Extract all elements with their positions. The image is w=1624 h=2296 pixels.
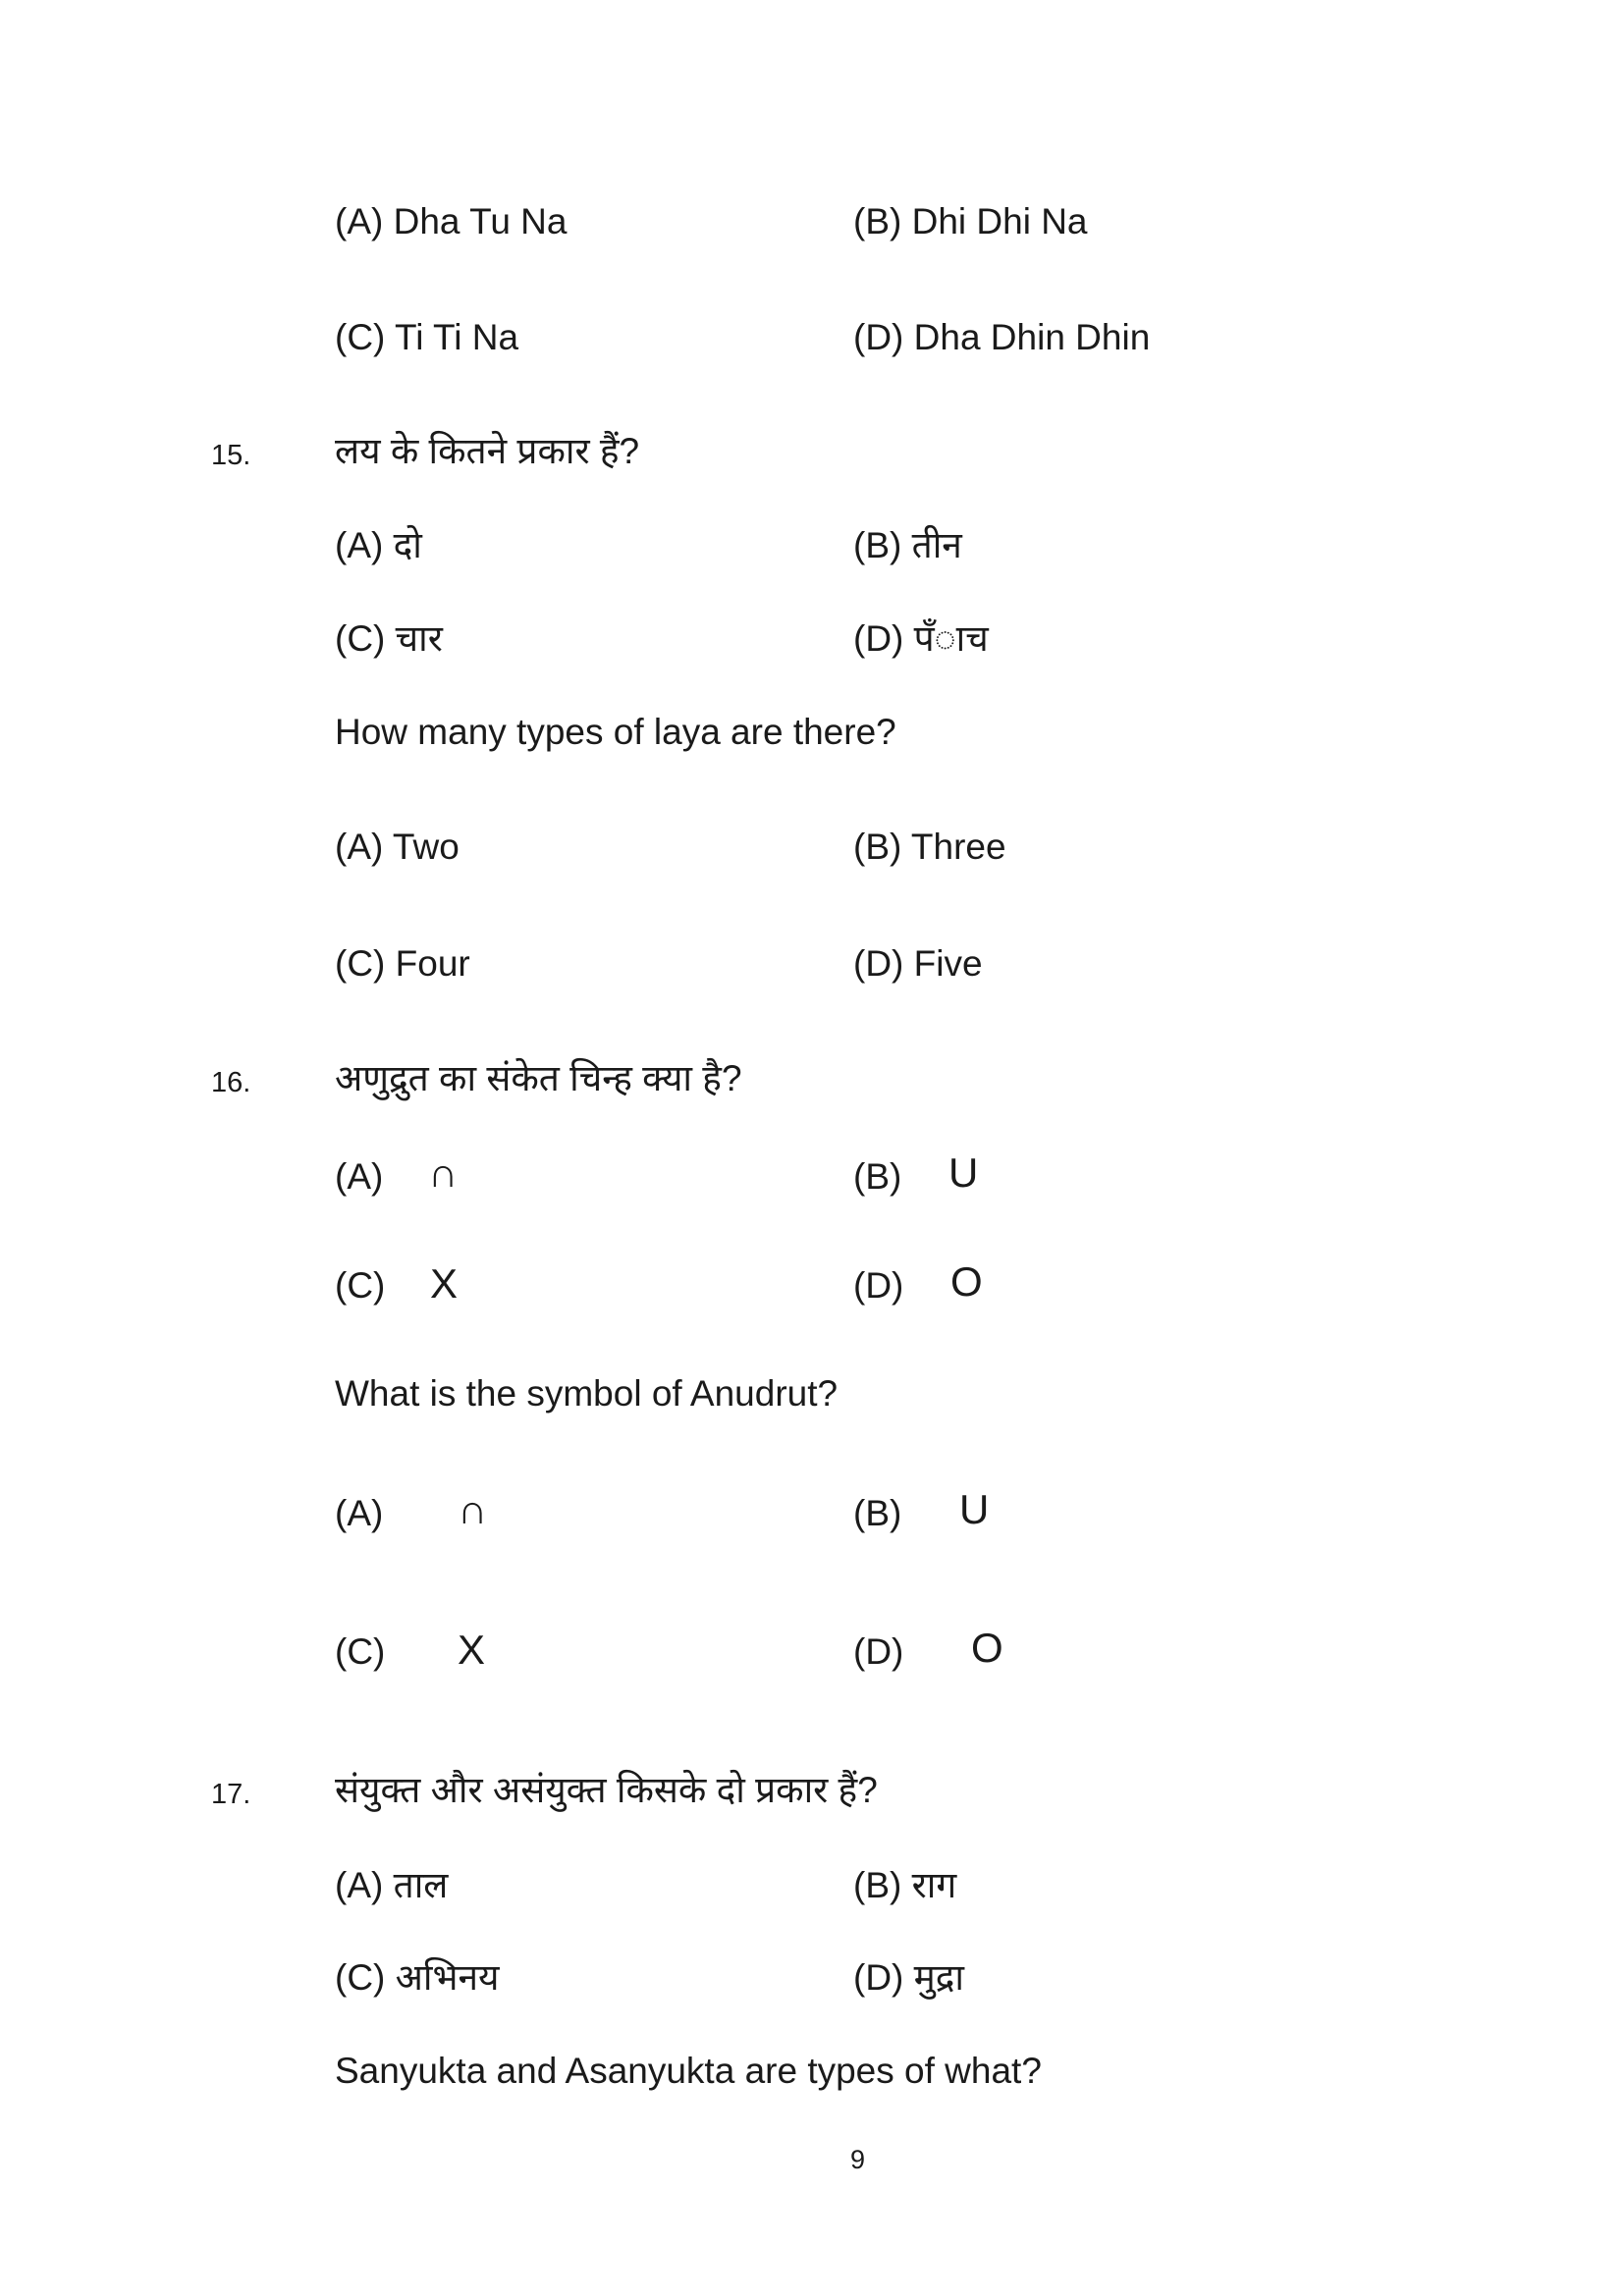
q16-hindi-option-d-symbol: O	[950, 1258, 983, 1305]
q16-english-option-d-label: (D)	[853, 1631, 904, 1672]
q14-option-c: (C) Ti Ti Na	[335, 317, 519, 357]
q14-option-a: (A) Dha Tu Na	[335, 201, 568, 241]
q16-english-option-d-symbol: O	[971, 1625, 1003, 1671]
q15-english-option-c: (C) Four	[335, 943, 470, 984]
q15-english-option-b: (B) Three	[853, 827, 1006, 867]
q17-hindi-question: संयुक्त और असंयुक्त किसके दो प्रकार हैं?	[335, 1770, 878, 1810]
q16-english-option-a-symbol: ∩	[458, 1486, 488, 1532]
q15-english-option-a: (A) Two	[335, 827, 460, 867]
q17-hindi-option-c: (C) अभिनय	[335, 1957, 500, 1998]
q14-option-d: (D) Dha Dhin Dhin	[853, 317, 1151, 357]
q15-english-option-d: (D) Five	[853, 943, 983, 984]
q14-option-b: (B) Dhi Dhi Na	[853, 201, 1088, 241]
q16-hindi-option-c-label: (C)	[335, 1265, 386, 1306]
q16-hindi-option-c-symbol: X	[430, 1260, 459, 1307]
q15-number: 15.	[211, 440, 251, 471]
q17-hindi-option-a: (A) ताल	[335, 1865, 449, 1905]
q16-hindi-option-d-label: (D)	[853, 1265, 904, 1306]
q15-hindi-option-a: (A) दो	[335, 525, 422, 565]
q16-english-option-c-label: (C)	[335, 1631, 386, 1672]
q16-number: 16.	[211, 1067, 251, 1098]
q16-hindi-option-b-symbol: U	[948, 1149, 979, 1196]
page-number: 9	[850, 2145, 866, 2174]
q17-number: 17.	[211, 1779, 251, 1810]
q15-hindi-question: लय के कितने प्रकार हैं?	[335, 431, 640, 471]
q17-english-question: Sanyukta and Asanyukta are types of what?	[335, 2051, 1042, 2091]
q15-hindi-option-d: (D) पँाच	[853, 618, 989, 659]
q16-hindi-option-a-label: (A)	[335, 1156, 384, 1197]
q17-hindi-option-b: (B) राग	[853, 1865, 957, 1905]
q16-english-question: What is the symbol of Anudrut?	[335, 1373, 839, 1414]
q16-english-option-b-label: (B)	[853, 1493, 902, 1533]
q16-hindi-option-a-symbol: ∩	[428, 1149, 459, 1196]
q16-hindi-option-b-label: (B)	[853, 1156, 902, 1197]
q15-english-question: How many types of laya are there?	[335, 712, 896, 752]
q15-hindi-option-c: (C) चार	[335, 618, 443, 659]
q16-english-option-c-symbol: X	[458, 1627, 486, 1673]
q16-english-option-a-label: (A)	[335, 1493, 384, 1533]
q17-hindi-option-d: (D) मुद्रा	[853, 1957, 964, 1998]
q16-english-option-b-symbol: U	[959, 1486, 990, 1532]
q15-hindi-option-b: (B) तीन	[853, 525, 962, 565]
q16-hindi-question: अणुद्रुत का संकेत चिन्ह क्या है?	[335, 1058, 742, 1098]
